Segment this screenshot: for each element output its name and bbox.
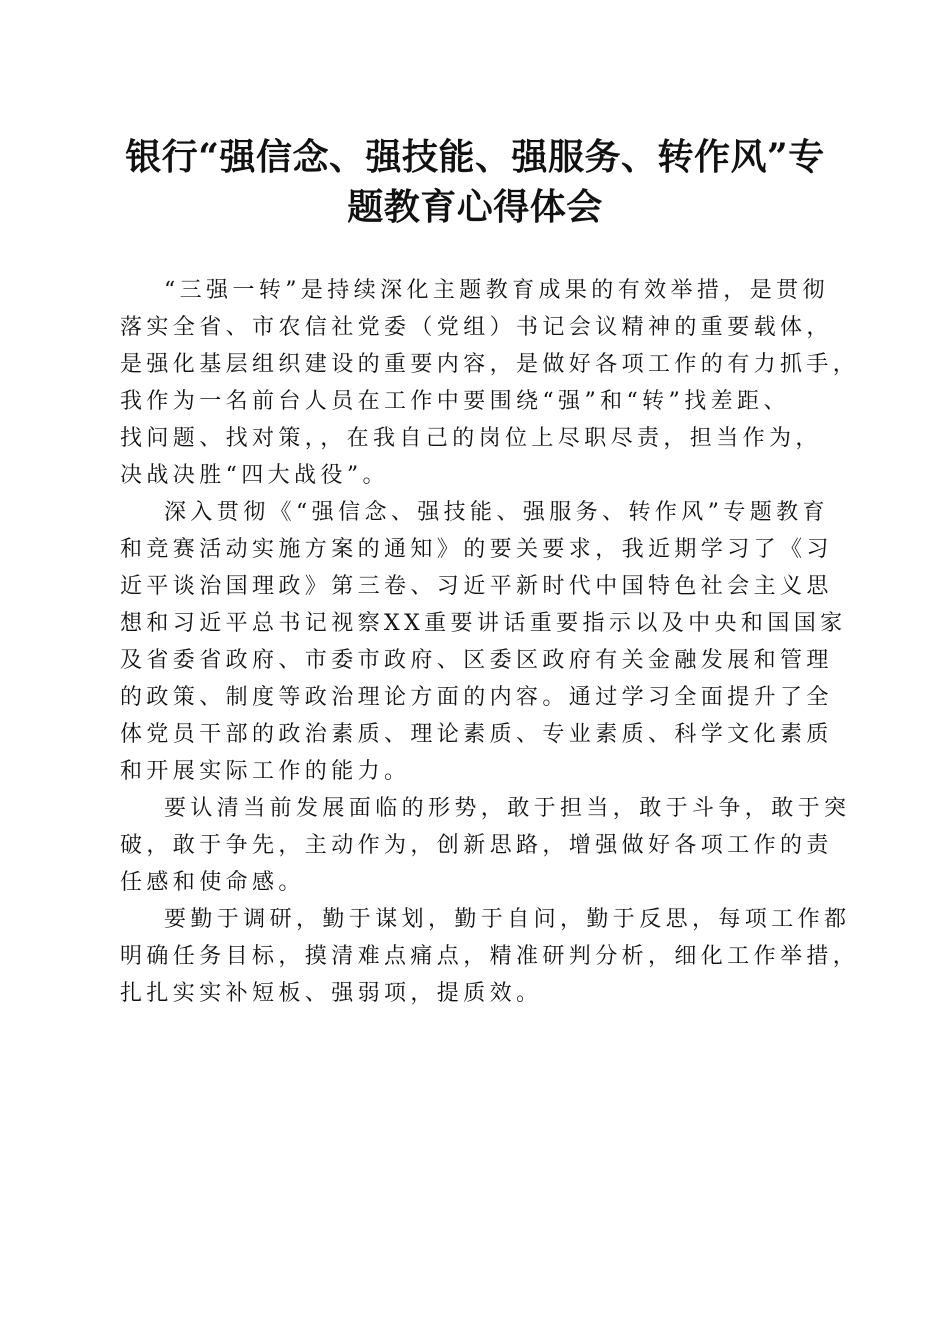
paragraph-line: 破，敢于争先，主动作为，创新思路，增强做好各项工作的责 <box>120 833 833 858</box>
document-title <box>110 132 840 232</box>
paragraph-line: 明确任务目标，摸清难点痛点，精准研判分析，细化工作举措， <box>120 944 860 969</box>
paragraph-line: 我作为一名前台人员在工作中要围绕“强”和“转”找差距、 <box>120 389 790 414</box>
paragraph-line: 想和习近平总书记视察XX重要讲话重要指示以及中央和国国家 <box>120 611 847 636</box>
document-body <box>120 272 860 1012</box>
paragraph-1 <box>120 272 860 494</box>
paragraph-line: 任感和使命感。 <box>120 870 305 895</box>
paragraph-line: 要认清当前发展面临的形势，敢于担当，敢于斗争，敢于突 <box>164 796 851 821</box>
paragraph-2 <box>120 494 847 790</box>
paragraph-line: 及省委省政府、市委市政府、区委区政府有关金融发展和管理 <box>120 648 833 673</box>
paragraph-line: 体党员干部的政治素质、理论素质、专业素质、科学文化素质 <box>120 722 833 747</box>
paragraph-line: 落实全省、市农信社党委（党组）书记会议精神的重要载体， <box>120 315 833 340</box>
paragraph-line: 深入贯彻《“强信念、强技能、强服务、转作风”专题教育 <box>164 500 829 525</box>
paragraph-line: 要勤于调研，勤于谋划，勤于自问，勤于反思，每项工作都 <box>164 907 851 932</box>
paragraph-line: 找问题、找对策，，在我自己的岗位上尽职尽责，担当作为， <box>120 426 822 451</box>
paragraph-line: 决战决胜“四大战役”。 <box>120 463 389 488</box>
paragraph-3 <box>120 790 851 901</box>
paragraph-line: 的政策、制度等政治理论方面的内容。通过学习全面提升了全 <box>120 685 833 710</box>
paragraph-line: 是强化基层组织建设的重要内容，是做好各项工作的有力抓手， <box>120 352 860 377</box>
paragraph-4 <box>120 901 860 1012</box>
paragraph-line: 和竞赛活动实施方案的通知》的要关要求，我近期学习了《习 <box>120 537 833 562</box>
title-line-1: 银行“强信念、强技能、强服务、转作风”专 <box>125 136 825 178</box>
paragraph-line: “三强一转”是持续深化主题教育成果的有效举措，是贯彻 <box>164 278 829 303</box>
title-line-2: 题教育心得体会 <box>347 186 603 228</box>
paragraph-line: 扎扎实实补短板、强弱项，提质效。 <box>120 981 543 1006</box>
paragraph-line: 近平谈治国理政》第三卷、习近平新时代中国特色社会主义思 <box>120 574 833 599</box>
paragraph-line: 和开展实际工作的能力。 <box>120 759 411 784</box>
